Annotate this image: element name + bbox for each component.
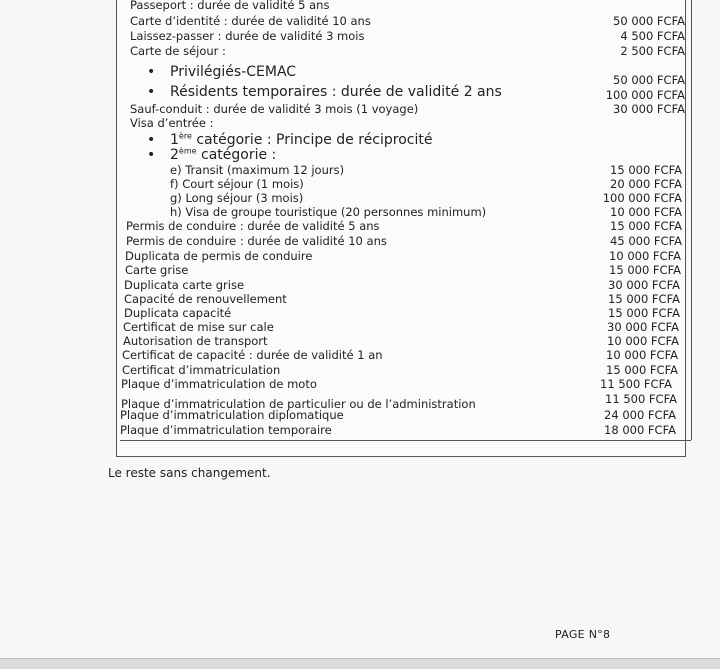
row-label: Résidents temporaires : durée de validité 2 ans — [170, 84, 502, 100]
row-price: 10 000 FCFA — [610, 205, 682, 219]
table-row — [0, 347, 720, 363]
row-label: Carte d’identité : durée de validité 10 ans — [130, 14, 371, 28]
row-price: 4 500 FCFA — [620, 29, 685, 43]
row-price: 100 000 FCFA — [605, 88, 685, 102]
row-price: 15 000 FCFA — [610, 219, 682, 233]
row-label: Permis de conduire : durée de validité 5 ans — [126, 219, 380, 233]
row-price: 45 000 FCFA — [610, 234, 682, 248]
row-price: 100 000 FCFA — [602, 191, 682, 205]
table-row — [0, 407, 720, 423]
row-label: Sauf-conduit : durée de validité 3 mois (1 voyage) — [130, 102, 419, 116]
row-label: Plaque d’immatriculation diplomatique — [120, 408, 344, 422]
row-label: Duplicata carte grise — [124, 278, 245, 292]
row-label: Plaque d’immatriculation temporaire — [120, 423, 332, 437]
table-row — [0, 43, 720, 59]
row-label: f) Court séjour (1 mois) — [170, 177, 304, 191]
row-label: Duplicata de permis de conduire — [125, 249, 313, 263]
row-price: 20 000 FCFA — [610, 177, 682, 191]
table-row — [0, 13, 720, 29]
row-label: Visa d’entrée : — [130, 116, 214, 130]
row-price: 15 000 FCFA — [608, 306, 680, 320]
table-bottom-rule — [120, 440, 691, 441]
row-price: 11 500 FCFA — [605, 392, 677, 406]
row-price: 30 000 FCFA — [608, 278, 680, 292]
row-label: e) Transit (maximum 12 jours) — [170, 163, 345, 177]
row-label: h) Visa de groupe touristique (20 personnes minimum) — [170, 205, 487, 219]
row-price: 10 000 FCFA — [607, 334, 679, 348]
table-row — [0, 115, 720, 131]
row-label: Plaque d’immatriculation de particulier ou de l’administration — [121, 397, 476, 411]
row-label: Privilégiés-CEMAC — [170, 64, 297, 80]
row-price: 50 000 FCFA — [613, 73, 685, 87]
bullet-icon: • — [147, 64, 156, 80]
row-label: 2ème catégorie : — [170, 146, 277, 163]
row-label: Certificat de mise sur cale — [123, 320, 274, 334]
row-price: 10 000 FCFA — [606, 348, 678, 362]
row-price: 15 000 FCFA — [608, 292, 680, 306]
row-price: 11 500 FCFA — [600, 377, 672, 391]
row-price: 15 000 FCFA — [609, 263, 681, 277]
page-number: PAGE N°8 — [555, 628, 611, 641]
row-price: 10 000 FCFA — [609, 249, 681, 263]
row-label: Certificat d’immatriculation — [122, 363, 281, 377]
bullet-icon: • — [147, 132, 156, 148]
table-row — [0, 28, 720, 44]
closing-note: Le reste sans changement. — [108, 466, 271, 480]
row-label: Capacité de renouvellement — [124, 292, 287, 306]
row-label: 1ère catégorie : Principe de réciprocité — [170, 131, 433, 148]
row-label: g) Long séjour (3 mois) — [170, 191, 304, 205]
row-label: Laissez-passer : durée de validité 3 mois — [130, 29, 365, 43]
row-price: 24 000 FCFA — [604, 408, 676, 422]
row-price: 15 000 FCFA — [610, 163, 682, 177]
table-row — [0, 0, 720, 13]
row-label: Duplicata capacité — [124, 306, 232, 320]
row-price: 15 000 FCFA — [606, 363, 678, 377]
row-label: Carte de séjour : — [130, 44, 226, 58]
row-label: Certificat de capacité : durée de validité 1 an — [122, 348, 383, 362]
row-price: 18 000 FCFA — [604, 423, 676, 437]
page-edge-bar — [0, 658, 720, 669]
table-row — [0, 233, 720, 249]
row-label: Plaque d’immatriculation de moto — [121, 377, 317, 391]
table-row — [0, 422, 720, 438]
row-label: Autorisation de transport — [123, 334, 268, 348]
bullet-icon: • — [147, 84, 156, 100]
table-row — [0, 218, 720, 234]
row-label: Carte grise — [125, 263, 189, 277]
row-price: 2 500 FCFA — [620, 44, 685, 58]
row-price: 30 000 FCFA — [613, 102, 685, 116]
row-price: 30 000 FCFA — [607, 320, 679, 334]
bullet-icon: • — [147, 147, 156, 163]
row-label: Passeport : durée de validité 5 ans — [130, 0, 330, 12]
table-row — [0, 262, 720, 278]
table-row — [0, 376, 720, 392]
row-label: Permis de conduire : durée de validité 10 ans — [126, 234, 387, 248]
row-price: 50 000 FCFA — [613, 14, 685, 28]
